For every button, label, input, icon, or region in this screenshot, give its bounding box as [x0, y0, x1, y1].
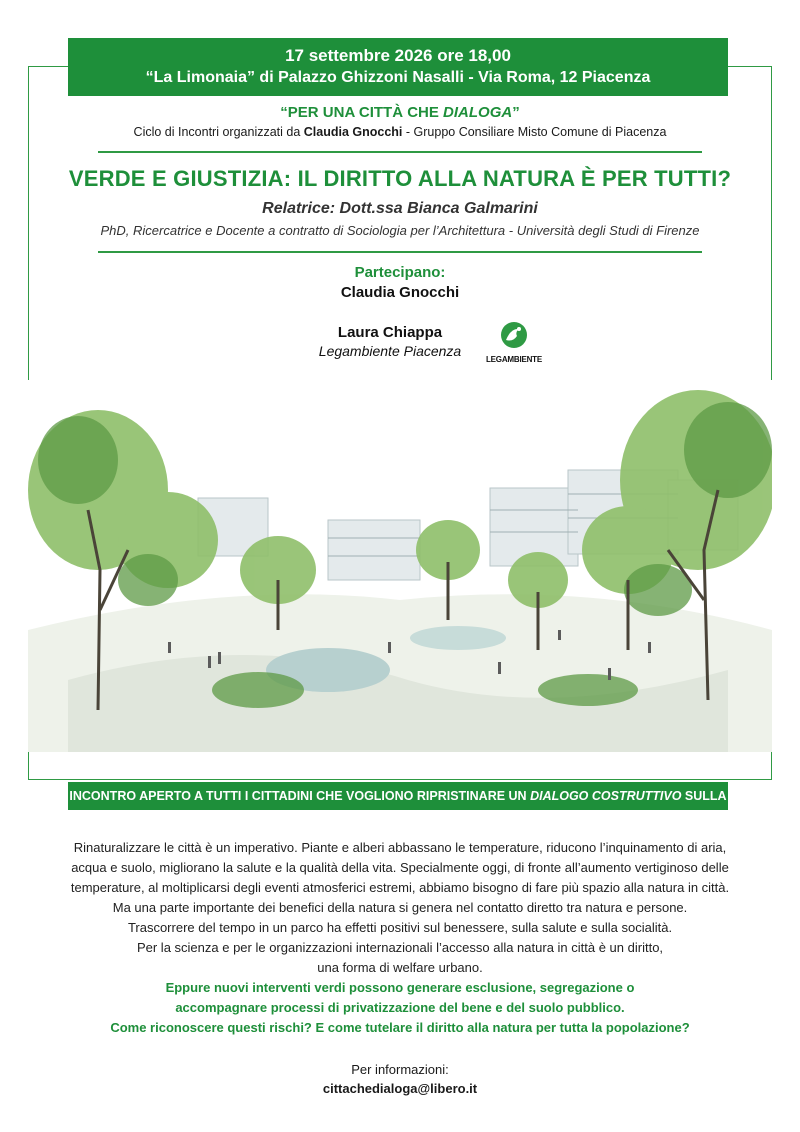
series-title-prefix: “PER UNA CITTÀ CHE	[280, 104, 444, 121]
info-label: Per informazioni:	[351, 1062, 449, 1077]
body-line: Rinaturalizzare le città è un imperativo. Piante e alberi abbassano le temperature, riducono l’inquinamento di aria,	[73, 840, 727, 855]
body-line: una forma di welfare urbano.	[317, 960, 483, 975]
speaker-block	[0, 200, 800, 238]
participant-1	[300, 284, 500, 301]
series-title-suffix: ”	[512, 104, 520, 121]
question-line: accompagnare processi di privatizzazione del bene e del suolo pubblico.	[175, 1000, 625, 1015]
series-organizer	[0, 125, 800, 139]
body-paragraph	[40, 838, 760, 978]
body-line: Ma una parte importante dei benefici della natura si genera nel contatto diretto tra natura e persone.	[112, 900, 688, 915]
body-line: temperature, al moltiplicarsi degli eventi atmosferici estremi, abbiamo bisogno di fare più spazio alla natura in città.	[70, 880, 730, 895]
main-title: VERDE E GIUSTIZIA: IL DIRITTO ALLA NATURA È PER TUTTI?	[68, 166, 732, 191]
info-block	[0, 1060, 800, 1098]
organizer-prefix: Ciclo di Incontri organizzati da	[133, 125, 304, 139]
divider-bottom	[98, 251, 702, 253]
participant-org: Legambiente Piacenza	[318, 343, 462, 359]
event-venue: “La Limonaia” di Palazzo Ghizzoni Nasalli - Via Roma, 12 Piacenza	[145, 69, 651, 86]
urban-park-illustration	[28, 380, 772, 752]
banner-suffix: SULLA CITTÀ	[379, 789, 727, 831]
participant-name: Laura Chiappa	[337, 324, 443, 341]
participant-2	[300, 324, 480, 359]
banner-em: DIALOGO COSTRUTTIVO	[530, 789, 682, 803]
participants-heading: Partecipano:	[354, 264, 446, 281]
legambiente-logo-text: LEGAMBIENTE	[485, 355, 543, 364]
question-line: Eppure nuovi interventi verdi possono generare esclusione, segregazione o	[165, 980, 635, 995]
speaker-role: PhD, Ricercatrice e Docente a contratto di Sociologia per l’Architettura - Università degli Studi di Firenze	[100, 223, 700, 238]
body-line: Per la scienza e per le organizzazioni internazionali l’accesso alla natura in città è un diritto,	[136, 940, 664, 955]
body-line: Trascorrere del tempo in un parco ha effetti positivi sul benessere, sulla salute e sulla socialità.	[127, 920, 673, 935]
question-line: Come riconoscere questi rischi? E come tutelare il diritto alla natura per tutta la popolazione?	[110, 1020, 690, 1035]
body-questions	[40, 978, 760, 1038]
legambiente-logo	[478, 320, 550, 362]
participant-name: Claudia Gnocchi	[340, 284, 460, 301]
organizer-name: Claudia Gnocchi	[303, 125, 403, 139]
speaker-label: Relatrice: Dott.ssa Bianca Galmarini	[262, 200, 538, 217]
banner-prefix: INCONTRO APERTO A TUTTI I CITTADINI CHE VOGLIONO RIPRISTINARE UN	[69, 789, 531, 803]
legambiente-swan-icon	[497, 320, 531, 350]
contact-email[interactable]: cittachedialoga@libero.it	[322, 1081, 478, 1096]
series-title	[0, 104, 800, 121]
series-block	[0, 104, 800, 139]
series-title-em: DIALOGA	[443, 104, 513, 121]
body-line: acqua e suolo, migliorano la salute e la qualità della vita. Specialmente oggi, di fronte all’aumento vertiginoso delle	[71, 860, 729, 875]
organizer-suffix: - Gruppo Consiliare Misto Comune di Piacenza	[402, 125, 667, 139]
event-date: 17 settembre 2026 ore 18,00	[285, 46, 511, 65]
event-banner	[68, 38, 728, 96]
open-invitation-banner	[68, 782, 728, 831]
divider-top	[98, 151, 702, 153]
